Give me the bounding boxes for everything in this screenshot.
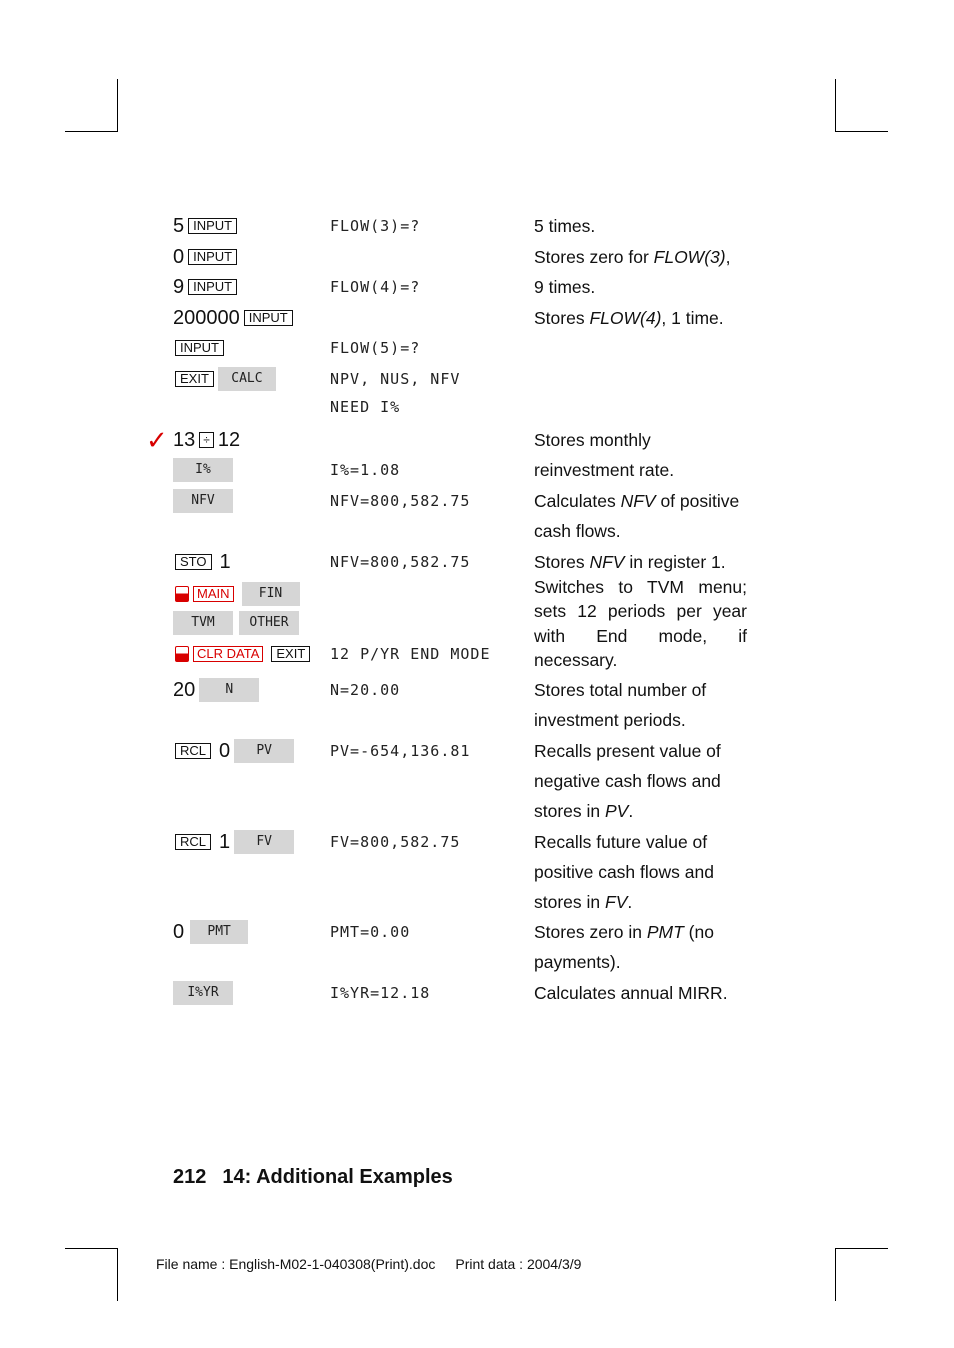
step-description: reinvestment rate. <box>534 460 675 480</box>
example-step-row <box>0 639 954 669</box>
desc-text: Calculates <box>534 491 621 511</box>
desc-variable: PV <box>605 801 629 821</box>
display-readout: NFV=800,582.75 <box>330 492 471 510</box>
page-number: 212 <box>173 1166 207 1188</box>
crop-mark <box>835 79 836 132</box>
step-description: negative cash flows and <box>534 771 721 791</box>
keystrokes <box>173 425 244 455</box>
desc-text: . <box>627 892 633 912</box>
other-softkey: OTHER <box>239 611 299 635</box>
keystrokes <box>175 579 306 609</box>
fin-softkey: FIN <box>242 582 300 606</box>
step-description: Recalls future value of <box>534 832 708 852</box>
exit-key: EXIT <box>175 371 214 387</box>
display-readout: NPV, NUS, NFV <box>330 370 461 388</box>
keystrokes <box>173 455 239 485</box>
i-percent-softkey: I% <box>173 458 233 482</box>
crop-mark <box>65 1248 118 1249</box>
display-readout: NEED I% <box>330 398 401 416</box>
keystrokes <box>173 917 254 947</box>
example-step-row <box>0 364 954 394</box>
keystrokes <box>173 608 305 638</box>
digit-entry: 20 <box>173 678 196 701</box>
step-description: Recalls present value of <box>534 741 721 761</box>
desc-text: Stores zero for <box>534 247 654 267</box>
desc-text: , 1 time. <box>661 308 724 328</box>
desc-text: , <box>725 247 731 267</box>
step-description <box>534 486 747 516</box>
desc-variable: PMT <box>646 922 684 942</box>
display-readout: N=20.00 <box>330 681 401 699</box>
example-step-row <box>0 827 954 857</box>
step-description <box>534 547 747 577</box>
display-readout: PV=-654,136.81 <box>330 742 471 760</box>
calc-softkey: CALC <box>218 367 276 391</box>
main-shifted-key: MAIN <box>193 586 234 602</box>
display-readout: FLOW(4)=? <box>330 278 421 296</box>
step-description <box>534 887 747 917</box>
step-description <box>534 917 747 947</box>
sto-key: STO <box>175 554 212 570</box>
keystrokes <box>173 211 241 241</box>
keystrokes <box>175 364 282 394</box>
desc-text: Stores <box>534 552 590 572</box>
example-step-row <box>0 272 954 302</box>
step-description: investment periods. <box>534 710 686 730</box>
example-step-row <box>0 547 954 577</box>
desc-text: stores in <box>534 892 605 912</box>
chapter-title: 14: Additional Examples <box>222 1166 453 1188</box>
desc-text: Stores <box>534 308 590 328</box>
page-footer <box>173 1166 453 1189</box>
step-description: Calculates annual MIRR. <box>534 983 728 1003</box>
example-step-row <box>0 887 954 917</box>
keystrokes <box>173 978 239 1008</box>
display-readout: I%YR=12.18 <box>330 984 431 1002</box>
step-description: cash flows. <box>534 521 621 541</box>
step-description: Stores monthly <box>534 430 651 450</box>
crop-mark <box>117 79 118 132</box>
rcl-key: RCL <box>175 834 211 850</box>
n-softkey: N <box>199 678 259 702</box>
example-step-row <box>0 242 954 272</box>
keystrokes <box>175 736 300 766</box>
example-step-row <box>0 392 954 422</box>
keystrokes <box>173 272 241 302</box>
digit-entry: 9 <box>173 275 185 298</box>
step-description <box>534 303 747 333</box>
example-step-row <box>0 947 954 977</box>
exit-key: EXIT <box>271 646 310 662</box>
example-step-row <box>0 857 954 887</box>
keystrokes <box>173 486 239 516</box>
pv-softkey: PV <box>234 739 294 763</box>
print-date: Print data : 2004/3/9 <box>455 1256 582 1272</box>
display-readout: FLOW(3)=? <box>330 217 421 235</box>
example-step-row <box>0 425 954 455</box>
clr-data-shifted-key: CLR DATA <box>193 646 263 662</box>
digit-entry: 0 <box>173 920 185 943</box>
check-mark-icon: ✓ <box>146 425 168 455</box>
keystrokes <box>175 547 235 577</box>
digit-entry: 5 <box>173 214 185 237</box>
fv-softkey: FV <box>234 830 294 854</box>
example-step-row <box>0 608 954 638</box>
register-number: 1 <box>219 550 231 573</box>
example-step-row <box>0 303 954 333</box>
step-description: payments). <box>534 952 621 972</box>
example-step-row <box>0 455 954 485</box>
keystrokes <box>175 827 300 857</box>
input-key: INPUT <box>175 340 224 356</box>
nfv-softkey: NFV <box>173 489 233 513</box>
digit-entry: 0 <box>173 245 185 268</box>
desc-variable: FLOW(4) <box>589 308 662 328</box>
display-readout: PMT=0.00 <box>330 923 411 941</box>
crop-mark <box>65 131 118 132</box>
desc-text: Stores zero in <box>534 922 647 942</box>
desc-text: stores in <box>534 801 605 821</box>
digit-entry: 13 <box>173 428 196 451</box>
keystrokes <box>173 675 265 705</box>
step-description: 5 times. <box>534 216 596 236</box>
desc-variable: NFV <box>589 552 625 572</box>
example-step-row <box>0 579 954 609</box>
desc-variable: FV <box>605 892 628 912</box>
example-step-row <box>0 675 954 705</box>
register-number: 1 <box>219 830 231 853</box>
example-step-row <box>0 705 954 735</box>
crop-mark <box>835 1248 836 1301</box>
register-number: 0 <box>219 739 231 762</box>
desc-variable: FLOW(3) <box>653 247 726 267</box>
rcl-key: RCL <box>175 743 211 759</box>
pmt-softkey: PMT <box>190 920 248 944</box>
file-info <box>156 1256 581 1272</box>
keystrokes <box>173 303 297 333</box>
keystrokes <box>175 639 314 669</box>
step-description: Stores total number of <box>534 680 707 700</box>
desc-text: in register 1. <box>624 552 726 572</box>
step-description <box>534 796 747 826</box>
crop-mark <box>117 1248 118 1301</box>
display-readout: 12 P/YR END MODE <box>330 645 491 663</box>
digit-entry: 12 <box>217 428 241 451</box>
tvm-softkey: TVM <box>173 611 233 635</box>
file-name: File name : English-M02-1-040308(Print).doc <box>156 1256 436 1272</box>
input-key: INPUT <box>188 249 237 265</box>
step-description <box>534 242 747 272</box>
display-readout: FLOW(5)=? <box>330 339 421 357</box>
example-step-row <box>0 211 954 241</box>
step-description: Switches to TVM menu; sets 12 periods per year with End mode, if necessary. <box>534 577 747 671</box>
example-step-row <box>0 333 954 363</box>
example-step-row <box>0 516 954 546</box>
step-description: positive cash flows and <box>534 862 714 882</box>
keystrokes <box>173 242 241 272</box>
input-key: INPUT <box>188 279 237 295</box>
desc-text: of positive <box>655 491 740 511</box>
desc-text: . <box>628 801 634 821</box>
display-readout: FV=800,582.75 <box>330 833 461 851</box>
display-readout: I%=1.08 <box>330 461 401 479</box>
desc-variable: NFV <box>620 491 656 511</box>
i-percent-yr-softkey: I%YR <box>173 981 233 1005</box>
example-step-row <box>0 796 954 826</box>
keystrokes <box>175 333 228 363</box>
example-step-row <box>0 766 954 796</box>
input-key: INPUT <box>244 310 293 326</box>
input-key: INPUT <box>188 218 237 234</box>
example-step-row <box>0 978 954 1008</box>
display-readout: NFV=800,582.75 <box>330 553 471 571</box>
shift-key-icon <box>175 586 189 602</box>
crop-mark <box>835 131 888 132</box>
example-step-row <box>0 917 954 947</box>
crop-mark <box>835 1248 888 1249</box>
divide-key: ÷ <box>199 432 214 448</box>
shift-key-icon <box>175 646 189 662</box>
desc-text: (no <box>683 922 714 942</box>
step-description: 9 times. <box>534 277 596 297</box>
example-step-row <box>0 486 954 516</box>
digit-entry: 200000 <box>173 306 240 329</box>
example-step-row <box>0 736 954 766</box>
